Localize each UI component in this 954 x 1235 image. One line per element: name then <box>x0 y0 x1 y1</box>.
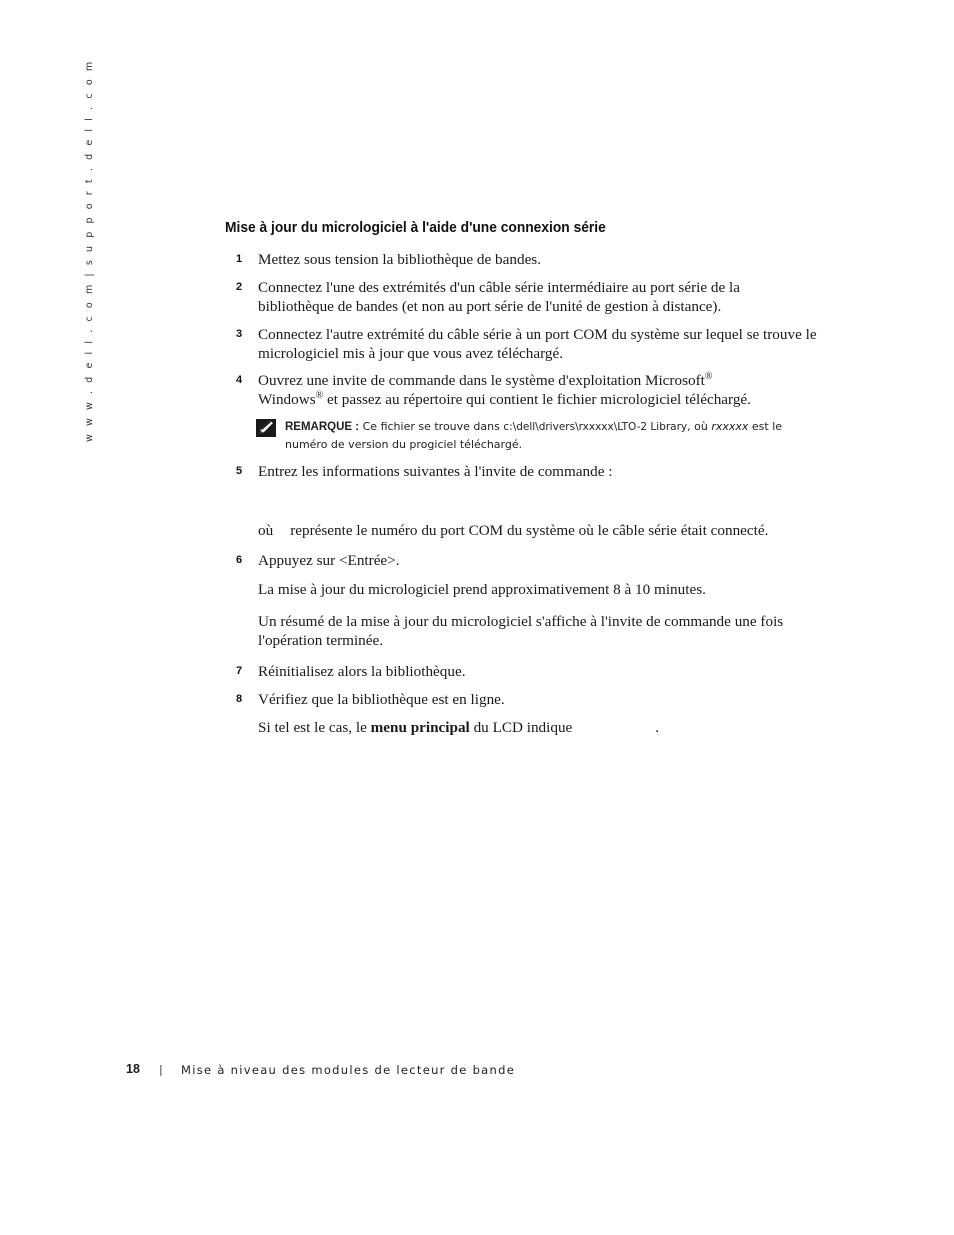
where-text: représente le numéro du port COM du système où le câble série était connecté. <box>290 522 769 539</box>
final-menu-term: menu principal <box>370 719 470 736</box>
step-number: 2 <box>236 281 243 293</box>
section-heading: Mise à jour du micrologiciel à l'aide d'une connexion série <box>225 219 606 236</box>
step-text: Réinitialisez alors la bibliothèque. <box>258 663 466 680</box>
final-text: du LCD indique <box>469 719 573 736</box>
step-text: Entrez les informations suivantes à l'invite de commande : <box>258 463 613 480</box>
step-text: Connectez l'autre extrémité du câble série à un port COM du système sur lequel se trouve le micrologiciel mis à jour que vous avez téléchargé. <box>258 326 817 362</box>
final-period: . <box>655 719 660 736</box>
note-version-var: rxxxxx <box>711 420 749 433</box>
page-number: 18 <box>126 1062 140 1076</box>
paragraph-duration: La mise à jour du micrologiciel prend approximativement 8 à 10 minutes. <box>258 581 706 598</box>
registered-mark: ® <box>704 371 713 382</box>
where-prefix: où <box>258 522 274 539</box>
note-path: c:\dell\drivers\rxxxxx\LTO-2 Library <box>503 421 688 433</box>
step-text: Appuyez sur <Entrée>. <box>258 552 400 569</box>
com-port-explanation <box>258 521 818 540</box>
step-number: 1 <box>236 253 243 265</box>
note-text: est le numéro de version du progiciel téléchargé. <box>285 420 783 451</box>
step-number: 5 <box>236 465 243 477</box>
step-number: 8 <box>236 693 243 705</box>
note-block <box>285 418 825 454</box>
step-number: 6 <box>236 554 243 566</box>
note-pencil-icon <box>256 419 276 437</box>
final-text: Si tel est le cas, le <box>258 719 371 736</box>
step-text: Connectez l'une des extrémités d'un câble série intermédiaire au port série de la bibliothèque de bandes (et non au port série de l'unité de gestion à distance). <box>258 279 740 315</box>
step-text <box>258 371 818 409</box>
paragraph-summary: Un résumé de la mise à jour du micrologiciel s'affiche à l'invite de commande une fois l'opération terminée. <box>258 613 784 649</box>
footer-separator: | <box>159 1063 163 1076</box>
footer-chapter-title: Mise à niveau des modules de lecteur de bande <box>181 1063 516 1077</box>
step-number: 3 <box>236 328 243 340</box>
step-text-part: Windows <box>258 391 316 408</box>
paragraph-final <box>258 718 818 737</box>
registered-mark: ® <box>315 390 324 401</box>
side-url: w w w . d e l l . c o m | s u p p o r t . d e l l . c o m <box>84 59 95 442</box>
step-text: Mettez sous tension la bibliothèque de bandes. <box>258 251 542 268</box>
note-label: REMARQUE : <box>285 421 360 433</box>
note-text: , où <box>687 420 712 433</box>
step-text: Vérifiez que la bibliothèque est en ligne. <box>258 691 505 708</box>
step-text-part: et passez au répertoire qui contient le fichier micrologiciel téléchargé. <box>323 391 751 408</box>
note-text: Ce fichier se trouve dans <box>362 420 504 433</box>
step-number: 4 <box>236 374 243 386</box>
step-text-part: Ouvrez une invite de commande dans le système d'exploitation Microsoft <box>258 372 705 389</box>
step-number: 7 <box>236 665 243 677</box>
